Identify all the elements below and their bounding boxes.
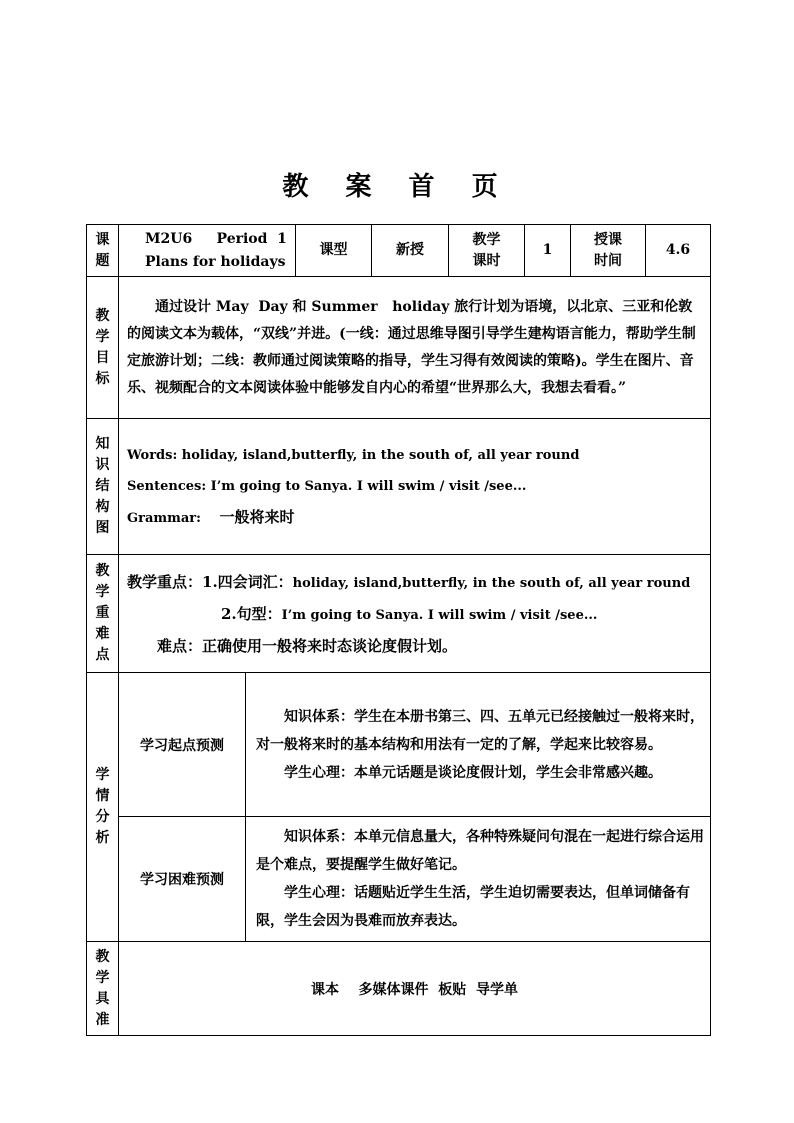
hours-label-line-2: 课时: [472, 252, 501, 269]
time-label-line-2: 时间: [594, 252, 622, 269]
key-points-row: [87, 555, 711, 673]
analysis-start-cell: [246, 673, 711, 817]
analysis-start-p2: 学生心理：本单元话题是谈论度假计划，学生会非常感兴趣。: [284, 764, 662, 781]
lesson-plan-table: [86, 224, 711, 1036]
difficult-point: 难点：正确使用一般将来时态谈论度假计划。: [157, 636, 458, 655]
analysis-difficulty-cell: [246, 817, 711, 942]
time-value: 4.6: [646, 225, 711, 277]
objectives-row: [87, 277, 711, 419]
analysis-difficulty-label: 学习困难预测: [119, 817, 246, 942]
hours-label: [449, 225, 525, 277]
topic-value: [119, 225, 296, 277]
topic-line-1: M2U6 Period 1: [145, 230, 287, 247]
grammar-label: Grammar:: [127, 510, 201, 526]
knowledge-words: Words: holiday, island,butterfly, in the south of, all year round: [127, 447, 580, 463]
key-point-1-words: holiday, island,butterfly, in the south of, all year round: [292, 575, 691, 591]
objectives-text-cell: [119, 277, 711, 419]
page-title: 教 案 首 页: [282, 172, 512, 202]
time-label-line-1: 授课: [594, 231, 622, 248]
key-points-cell: [119, 555, 711, 673]
objectives-text: 通过设计 May Day 和 Summer holiday 旅行计划为语境，以北京、三亚和伦敦的阅读文本为载体，“双线”并进。(一线：通过思维导图引导学生建构语言能力，帮助学生制定旅游计划；二线：教师通过阅读策略的指导，学生习得有效阅读的策略)。学生在图片、音乐、视频配合的文本阅读体验中能够发自内心的希望“世界那么大，我想去看看。”: [127, 298, 696, 396]
key-point-1-prefix: 教学重点：1.四会词汇：: [127, 572, 293, 591]
analysis-start-p1: 知识体系：学生在本册书第三、四、五单元已经接触过一般将来时，对一般将来时的基本结构和用法有一定的了解，学起来比较容易。: [256, 708, 704, 753]
analysis-difficulty-row: [87, 817, 711, 942]
key-point-2: [127, 599, 704, 631]
grammar-value: 一般将来时: [219, 507, 295, 526]
header-row: [87, 225, 711, 277]
knowledge-label: 知 识 结 构 图: [87, 419, 119, 555]
tools-text: 课本 多媒体课件 板贴 导学单: [119, 942, 711, 1036]
topic-line-2: Plans for holidays: [145, 253, 286, 270]
analysis-start-row: [87, 673, 711, 817]
knowledge-cell: [119, 419, 711, 555]
time-label: [571, 225, 646, 277]
tools-label: 教 学 具 准: [87, 942, 119, 1036]
type-value: 新授: [372, 225, 449, 277]
analysis-start-label: 学习起点预测: [119, 673, 246, 817]
knowledge-row: [87, 419, 711, 555]
type-label: 课型: [296, 225, 372, 277]
analysis-difficulty-p2: 学生心理：话题贴近学生生活，学生迫切需要表达，但单词储备有限，学生会因为畏难而放弃表达。: [256, 885, 690, 929]
topic-label: 课 题: [87, 225, 119, 277]
objectives-label: 教 学 目 标: [87, 277, 119, 419]
knowledge-grammar: [127, 502, 710, 534]
hours-label-line-1: 教学: [472, 231, 501, 248]
key-point-2-text: I’m going to Sanya. I will swim / visit /see...: [281, 607, 598, 623]
key-points-label: 教 学 重 难 点: [87, 555, 119, 673]
key-point-1: [127, 567, 704, 599]
tools-row: [87, 942, 711, 1036]
hours-value: 1: [525, 225, 571, 277]
analysis-label: 学 情 分 析: [87, 673, 119, 942]
key-point-2-prefix: 2.句型：: [221, 604, 282, 623]
analysis-difficulty-p1: 知识体系：本单元信息量大，各种特殊疑问句混在一起进行综合运用是个难点，要提醒学生做好笔记。: [256, 829, 704, 873]
knowledge-sentences: Sentences: I’m going to Sanya. I will swim / visit /see...: [127, 478, 527, 494]
